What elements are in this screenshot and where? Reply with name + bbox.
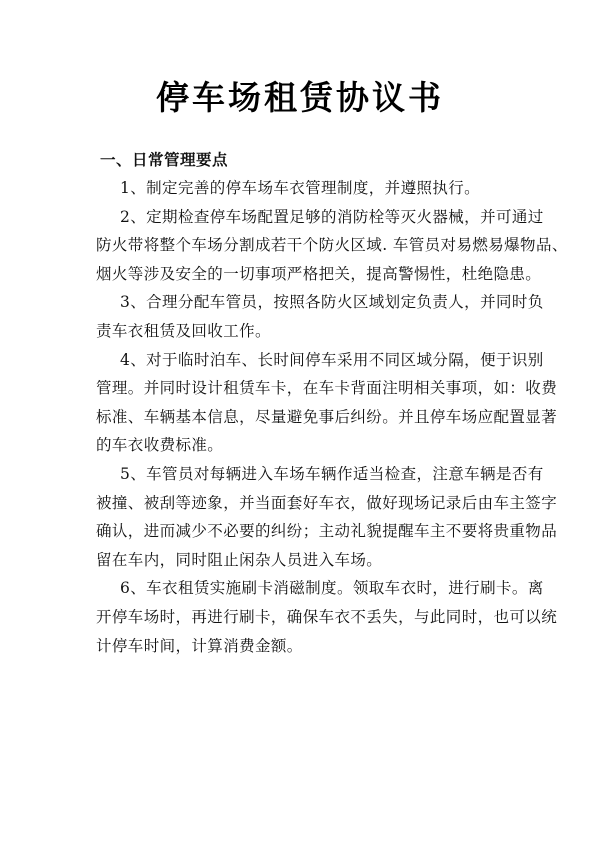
- paragraph-line: 标准、车辆基本信息，尽量避免事后纠纷。并且停车场应配置显著: [96, 407, 558, 426]
- paragraph-line: 6、车衣租赁实施刷卡消磁制度。领取车衣时，进行刷卡。离: [120, 579, 544, 598]
- paragraph-line: 计停车时间，计算消费金额。: [96, 636, 303, 655]
- paragraph-line: 1、制定完善的停车场车衣管理制度，并遵照执行。: [120, 179, 481, 197]
- document-body: [96, 146, 568, 660]
- paragraph-line: 防火带将整个车场分割成若干个防火区域. 车管员对易燃易爆物品、: [96, 236, 568, 255]
- paragraph-line: 被撞、被刮等迹象，并当面套好车衣，做好现场记录后由车主签字: [96, 493, 558, 512]
- paragraph-line: 5、车管员对每辆进入车场车辆作适当检查，注意车辆是否有: [120, 464, 544, 483]
- paragraph-5: [96, 460, 558, 574]
- paragraph-line: 留在车内，同时阻止闲杂人员进入车场。: [96, 550, 383, 569]
- paragraph-line: 4、对于临时泊车、长时间停车采用不同区域分隔，便于识别: [120, 350, 544, 369]
- section-heading: 一、日常管理要点: [100, 151, 229, 169]
- paragraph-6: [96, 574, 558, 660]
- paragraph-line: 管理。并同时设计租赁车卡，在车卡背面注明相关事项，如：收费: [96, 379, 558, 398]
- paragraph-line: 烟火等涉及安全的一切事项严格把关，提高警惕性，杜绝隐患。: [96, 264, 542, 283]
- paragraph-line: 2、定期检查停车场配置足够的消防栓等灭火器械，并可通过: [120, 207, 544, 226]
- paragraph-line: 确认，进而减少不必要的纠纷；主动礼貌提醒车主不要将贵重物品: [96, 522, 558, 541]
- document-title: 停车场租赁协议书: [156, 78, 444, 117]
- paragraph-2: [96, 203, 568, 289]
- paragraph-line: 3、合理分配车管员，按照各防火区域划定负责人，并同时负: [120, 293, 544, 312]
- paragraph-line: 责车衣租赁及回收工作。: [96, 321, 271, 340]
- paragraph-1: [96, 174, 546, 203]
- paragraph-3: [96, 288, 546, 345]
- paragraph-4: [96, 346, 558, 460]
- paragraph-line: 开停车场时，再进行刷卡，确保车衣不丢失，与此同时，也可以统: [96, 607, 558, 626]
- paragraph-line: 的车衣收费标准。: [96, 436, 224, 455]
